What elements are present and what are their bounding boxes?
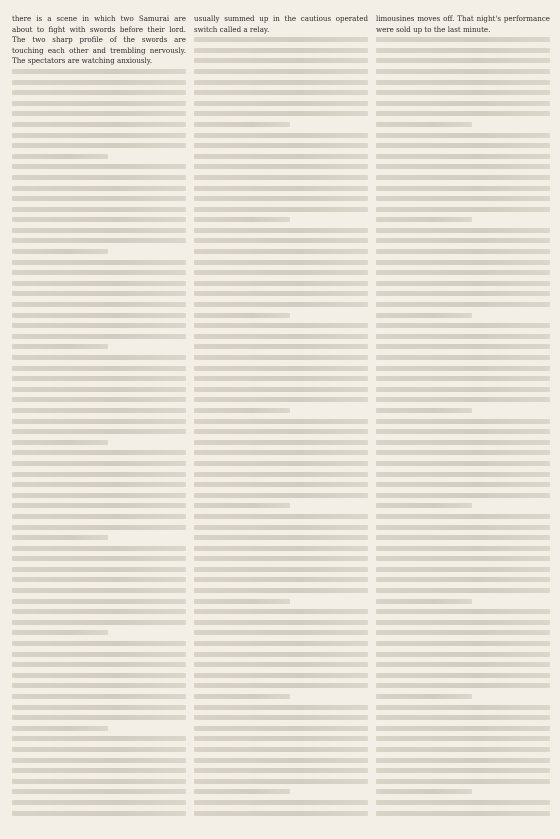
text-line-placeholder <box>194 270 368 275</box>
text-line-placeholder <box>12 535 108 540</box>
text-line-placeholder <box>376 546 550 551</box>
text-line-placeholder <box>376 577 550 582</box>
text-line-placeholder <box>194 800 368 805</box>
text-line-placeholder <box>376 525 550 530</box>
text-line-placeholder <box>12 567 186 572</box>
text-line-placeholder <box>12 249 108 254</box>
text-line-placeholder <box>12 789 186 794</box>
text-line-placeholder <box>194 260 368 265</box>
text-line-placeholder <box>376 419 550 424</box>
text-line-placeholder <box>376 387 550 392</box>
text-line-placeholder <box>194 556 368 561</box>
text-line-placeholder <box>376 101 550 106</box>
text-line-placeholder <box>376 641 550 646</box>
text-line-placeholder <box>12 641 186 646</box>
text-line-placeholder <box>12 747 186 752</box>
text-line-placeholder <box>376 207 550 212</box>
text-line-placeholder <box>12 323 186 328</box>
text-line-placeholder <box>376 609 550 614</box>
text-line-placeholder <box>194 789 290 794</box>
text-line-placeholder <box>12 546 186 551</box>
text-line-placeholder <box>376 588 550 593</box>
text-line-placeholder <box>12 673 186 678</box>
text-line-placeholder <box>12 313 186 318</box>
text-line-placeholder <box>376 472 550 477</box>
text-line-placeholder <box>194 599 290 604</box>
text-line-placeholder <box>376 334 550 339</box>
text-line-placeholder <box>194 37 368 42</box>
text-line-placeholder <box>376 376 550 381</box>
text-line-placeholder <box>376 535 550 540</box>
text-line-placeholder <box>12 419 186 424</box>
text-line-placeholder <box>12 525 186 530</box>
text-line-placeholder <box>376 291 550 296</box>
text-line-placeholder <box>194 758 368 763</box>
text-line-placeholder <box>376 556 550 561</box>
text-line-placeholder <box>12 344 108 349</box>
text-line-placeholder <box>194 281 368 286</box>
text-line-placeholder <box>194 48 368 53</box>
text-line-placeholder <box>194 419 368 424</box>
text-line-placeholder <box>194 472 368 477</box>
text-line-placeholder <box>12 397 186 402</box>
text-line-placeholder <box>12 609 186 614</box>
column-text: limousines moves off. That night's performance were sold up to the last minute. <box>376 14 550 34</box>
text-line-placeholder <box>194 228 368 233</box>
text-line-placeholder <box>194 154 368 159</box>
text-line-placeholder <box>194 291 368 296</box>
text-line-placeholder <box>194 768 368 773</box>
text-line-placeholder <box>194 196 368 201</box>
text-line-placeholder <box>194 609 368 614</box>
text-line-placeholder <box>194 249 368 254</box>
text-line-placeholder <box>376 408 472 413</box>
text-line-placeholder <box>12 800 186 805</box>
text-line-placeholder <box>194 683 368 688</box>
text-line-placeholder <box>376 90 550 95</box>
text-line-placeholder <box>12 503 186 508</box>
text-line-placeholder <box>12 387 186 392</box>
text-line-placeholder <box>194 397 368 402</box>
text-line-placeholder <box>12 599 186 604</box>
text-line-placeholder <box>376 397 550 402</box>
text-line-placeholder <box>12 238 186 243</box>
text-line-placeholder <box>194 461 368 466</box>
text-line-placeholder <box>376 37 550 42</box>
text-line-placeholder <box>12 111 186 116</box>
text-line-placeholder <box>376 662 550 667</box>
text-line-placeholder <box>376 620 550 625</box>
text-line-placeholder <box>12 154 108 159</box>
text-line-placeholder <box>194 80 368 85</box>
text-line-placeholder <box>194 779 368 784</box>
text-line-placeholder <box>12 514 186 519</box>
text-line-placeholder <box>376 238 550 243</box>
text-line-placeholder <box>376 450 550 455</box>
text-line-placeholder <box>376 789 472 794</box>
text-line-placeholder <box>376 747 550 752</box>
text-line-placeholder <box>194 355 368 360</box>
text-column-left <box>12 14 186 829</box>
text-line-placeholder <box>194 630 368 635</box>
text-line-placeholder <box>12 472 186 477</box>
text-line-placeholder <box>12 694 186 699</box>
text-line-placeholder <box>12 69 186 74</box>
text-line-placeholder <box>376 768 550 773</box>
text-line-placeholder <box>12 493 186 498</box>
illegible-text-lines <box>194 37 368 815</box>
text-line-placeholder <box>376 344 550 349</box>
text-line-placeholder <box>12 186 186 191</box>
text-line-placeholder <box>194 514 368 519</box>
text-line-placeholder <box>376 164 550 169</box>
text-line-placeholder <box>12 450 186 455</box>
text-line-placeholder <box>12 715 186 720</box>
text-line-placeholder <box>194 58 368 63</box>
text-line-placeholder <box>376 196 550 201</box>
text-line-placeholder <box>376 630 550 635</box>
text-line-placeholder <box>12 90 186 95</box>
text-line-placeholder <box>376 715 550 720</box>
text-line-placeholder <box>12 811 186 816</box>
text-line-placeholder <box>376 652 550 657</box>
text-line-placeholder <box>194 736 368 741</box>
text-line-placeholder <box>12 270 186 275</box>
text-line-placeholder <box>12 376 186 381</box>
column-text: there is a scene in which two Samurai are about to fight with swords before their lord. The two sharp profile of the swords are touching each other and trembling nervously. The spectators are watching anxiously. <box>12 14 186 66</box>
text-line-placeholder <box>12 683 186 688</box>
text-line-placeholder <box>194 133 368 138</box>
text-line-placeholder <box>376 758 550 763</box>
text-line-placeholder <box>376 143 550 148</box>
text-line-placeholder <box>12 196 186 201</box>
text-line-placeholder <box>194 567 368 572</box>
text-line-placeholder <box>376 355 550 360</box>
text-line-placeholder <box>194 747 368 752</box>
text-line-placeholder <box>12 143 186 148</box>
text-line-placeholder <box>12 662 186 667</box>
text-line-placeholder <box>194 366 368 371</box>
text-line-placeholder <box>12 260 186 265</box>
text-line-placeholder <box>12 758 186 763</box>
text-line-placeholder <box>12 779 186 784</box>
text-line-placeholder <box>376 800 550 805</box>
text-line-placeholder <box>12 408 186 413</box>
text-line-placeholder <box>376 779 550 784</box>
text-line-placeholder <box>376 705 550 710</box>
text-line-placeholder <box>194 482 368 487</box>
text-line-placeholder <box>376 811 550 816</box>
text-line-placeholder <box>12 620 186 625</box>
text-line-placeholder <box>376 154 550 159</box>
text-line-placeholder <box>194 323 368 328</box>
text-line-placeholder <box>12 556 186 561</box>
text-line-placeholder <box>194 408 290 413</box>
text-line-placeholder <box>194 344 368 349</box>
text-line-placeholder <box>12 80 186 85</box>
text-line-placeholder <box>12 482 186 487</box>
text-line-placeholder <box>194 376 368 381</box>
text-column-right <box>376 14 550 829</box>
text-line-placeholder <box>194 811 368 816</box>
text-line-placeholder <box>194 313 290 318</box>
text-line-placeholder <box>376 80 550 85</box>
text-line-placeholder <box>376 69 550 74</box>
text-line-placeholder <box>376 694 472 699</box>
text-line-placeholder <box>12 440 108 445</box>
text-line-placeholder <box>194 450 368 455</box>
text-line-placeholder <box>194 577 368 582</box>
text-line-placeholder <box>12 461 186 466</box>
text-line-placeholder <box>12 207 186 212</box>
text-line-placeholder <box>194 111 368 116</box>
text-line-placeholder <box>376 270 550 275</box>
text-line-placeholder <box>194 238 368 243</box>
text-line-placeholder <box>194 503 290 508</box>
text-line-placeholder <box>376 323 550 328</box>
text-line-placeholder <box>12 726 108 731</box>
text-line-placeholder <box>194 715 368 720</box>
text-line-placeholder <box>12 366 186 371</box>
text-line-placeholder <box>194 546 368 551</box>
text-column-middle <box>194 14 368 829</box>
text-line-placeholder <box>12 588 186 593</box>
text-line-placeholder <box>12 175 186 180</box>
text-line-placeholder <box>376 461 550 466</box>
text-line-placeholder <box>194 164 368 169</box>
text-line-placeholder <box>194 588 368 593</box>
text-line-placeholder <box>12 429 186 434</box>
text-line-placeholder <box>376 683 550 688</box>
text-line-placeholder <box>376 260 550 265</box>
text-line-placeholder <box>376 111 550 116</box>
text-line-placeholder <box>376 429 550 434</box>
text-line-placeholder <box>376 514 550 519</box>
text-line-placeholder <box>376 599 472 604</box>
text-line-placeholder <box>12 355 186 360</box>
text-line-placeholder <box>194 493 368 498</box>
text-line-placeholder <box>12 768 186 773</box>
text-line-placeholder <box>194 662 368 667</box>
text-line-placeholder <box>194 101 368 106</box>
text-line-placeholder <box>376 228 550 233</box>
text-line-placeholder <box>194 175 368 180</box>
text-line-placeholder <box>194 726 368 731</box>
text-line-placeholder <box>12 101 186 106</box>
text-line-placeholder <box>12 302 186 307</box>
illegible-text-lines <box>12 69 186 816</box>
text-line-placeholder <box>194 207 368 212</box>
text-line-placeholder <box>194 641 368 646</box>
text-line-placeholder <box>12 291 186 296</box>
text-line-placeholder <box>194 334 368 339</box>
text-line-placeholder <box>376 736 550 741</box>
text-line-placeholder <box>376 503 472 508</box>
text-line-placeholder <box>12 736 186 741</box>
text-line-placeholder <box>376 249 550 254</box>
illegible-text-lines <box>376 37 550 815</box>
text-line-placeholder <box>194 694 290 699</box>
text-line-placeholder <box>12 705 186 710</box>
text-line-placeholder <box>194 620 368 625</box>
text-line-placeholder <box>194 525 368 530</box>
text-line-placeholder <box>12 164 186 169</box>
text-line-placeholder <box>12 217 186 222</box>
text-line-placeholder <box>12 228 186 233</box>
text-line-placeholder <box>376 48 550 53</box>
text-line-placeholder <box>194 69 368 74</box>
text-line-placeholder <box>12 652 186 657</box>
text-line-placeholder <box>376 673 550 678</box>
text-line-placeholder <box>12 334 186 339</box>
column-text: usually summed up in the cautious operated switch called a relay. <box>194 14 368 34</box>
text-line-placeholder <box>194 122 290 127</box>
text-line-placeholder <box>194 429 368 434</box>
text-line-placeholder <box>12 122 186 127</box>
text-line-placeholder <box>376 493 550 498</box>
text-line-placeholder <box>194 186 368 191</box>
text-line-placeholder <box>376 186 550 191</box>
text-line-placeholder <box>194 302 368 307</box>
text-line-placeholder <box>376 217 472 222</box>
text-line-placeholder <box>194 143 368 148</box>
text-line-placeholder <box>194 652 368 657</box>
text-line-placeholder <box>376 175 550 180</box>
text-line-placeholder <box>194 705 368 710</box>
text-line-placeholder <box>376 281 550 286</box>
text-line-placeholder <box>376 313 472 318</box>
text-line-placeholder <box>194 90 368 95</box>
text-line-placeholder <box>194 217 290 222</box>
text-line-placeholder <box>376 567 550 572</box>
text-line-placeholder <box>12 630 108 635</box>
text-line-placeholder <box>12 281 186 286</box>
text-line-placeholder <box>12 133 186 138</box>
text-line-placeholder <box>194 673 368 678</box>
text-line-placeholder <box>376 58 550 63</box>
text-line-placeholder <box>376 302 550 307</box>
text-line-placeholder <box>376 366 550 371</box>
text-line-placeholder <box>376 482 550 487</box>
text-line-placeholder <box>376 440 550 445</box>
text-line-placeholder <box>194 535 368 540</box>
text-line-placeholder <box>12 577 186 582</box>
text-line-placeholder <box>194 440 368 445</box>
text-line-placeholder <box>376 726 550 731</box>
text-line-placeholder <box>376 122 472 127</box>
text-line-placeholder <box>376 133 550 138</box>
text-line-placeholder <box>194 387 368 392</box>
